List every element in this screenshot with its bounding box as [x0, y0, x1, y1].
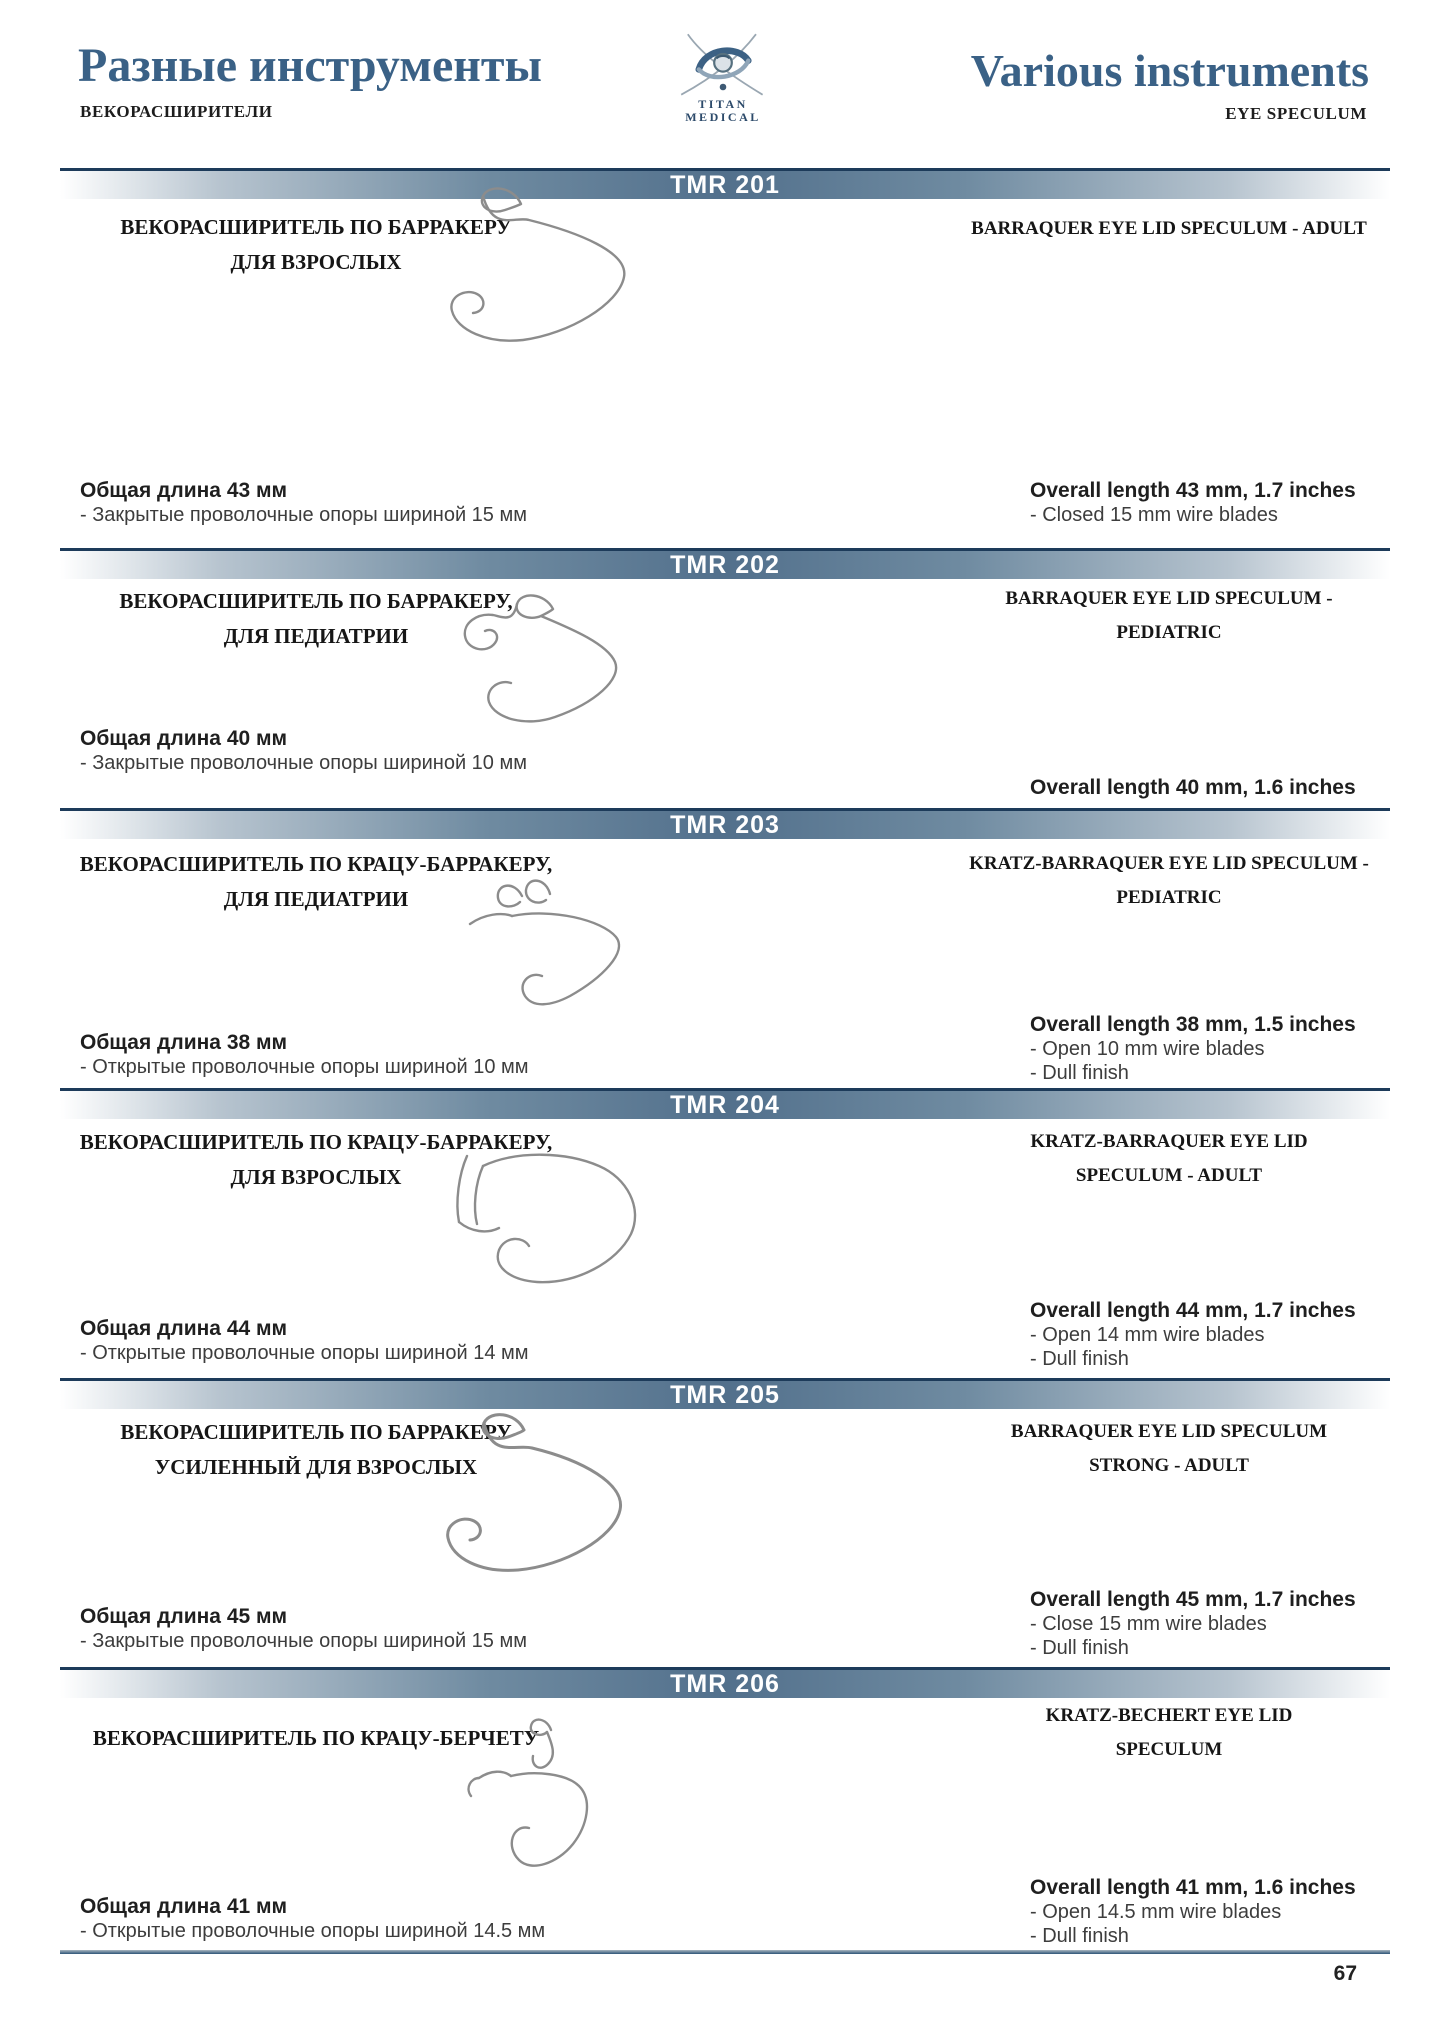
spec-line: Общая длина 45 мм — [80, 1605, 288, 1628]
spec-line: Общая длина 38 мм — [80, 1031, 288, 1054]
title-line: KRATZ-BARRAQUER EYE LID SPECULUM - — [969, 853, 1369, 874]
title-line: ДЛЯ ПЕДИАТРИИ — [223, 887, 409, 911]
title-line: ДЛЯ ВЗРОСЛЫХ — [230, 250, 402, 274]
page-subtitle-russian: ВЕКОРАСШИРИТЕЛИ — [80, 102, 273, 121]
model-number-label: TMR 204 — [670, 1091, 780, 1119]
title-line: ВЕКОРАСШИРИТЕЛЬ ПО БАРРАКЕРУ — [120, 1420, 512, 1444]
product-drawing-tmr-201 — [425, 180, 675, 380]
spec-line: - Dull finish — [1030, 1062, 1129, 1084]
title-line: BARRAQUER EYE LID SPECULUM — [1010, 1421, 1328, 1442]
brand-logo — [644, 32, 802, 124]
title-line: SPECULUM - ADULT — [1075, 1165, 1263, 1186]
page-subtitle-english: EYE SPECULUM — [1225, 104, 1367, 123]
spec-line: - Close 15 mm wire blades — [1030, 1613, 1267, 1635]
model-header-bar — [60, 1667, 1390, 1698]
model-number-label: TMR 206 — [670, 1670, 780, 1698]
spec-line: - Закрытые проволочные опоры шириной 15 мм — [80, 1630, 527, 1652]
model-header-bar — [60, 1088, 1390, 1119]
product-drawing-tmr-203 — [430, 866, 680, 1031]
product-specs-english — [1030, 776, 1356, 800]
title-line: ВЕКОРАСШИРИТЕЛЬ ПО БАРРАКЕРУ — [120, 215, 512, 239]
product-title-english — [948, 1699, 1390, 1767]
model-number-label: TMR 203 — [670, 811, 780, 839]
product-specs-russian — [80, 727, 527, 775]
title-line: STRONG - ADULT — [1089, 1455, 1249, 1476]
title-line: PEDIATRIC — [1116, 622, 1222, 643]
brand-name-line1: TITAN — [698, 97, 748, 111]
spec-line: Общая длина 43 мм — [80, 479, 288, 502]
brand-name-line2: MEDICAL — [685, 110, 761, 124]
spec-line: Overall length 38 mm, 1.5 inches — [1030, 1013, 1356, 1036]
product-specs-russian — [80, 1895, 545, 1943]
product-title-english — [948, 1415, 1390, 1483]
model-header-bar — [60, 168, 1390, 199]
title-line: ВЕКОРАСШИРИТЕЛЬ ПО БАРРАКЕРУ, — [119, 589, 513, 613]
spec-line: Общая длина 41 мм — [80, 1895, 288, 1918]
model-header-bar — [60, 808, 1390, 839]
title-line: BARRAQUER EYE LID SPECULUM - ADULT — [971, 218, 1367, 239]
title-line: ВЕКОРАСШИРИТЕЛЬ ПО КРАЦУ-БАРРАКЕРУ, — [79, 1130, 553, 1154]
title-line: ВЕКОРАСШИРИТЕЛЬ ПО КРАЦУ-БЕРЧЕТУ — [92, 1726, 540, 1750]
title-line: KRATZ-BECHERT EYE LID — [1045, 1705, 1293, 1726]
spec-line: - Закрытые проволочные опоры шириной 10 мм — [80, 752, 527, 774]
page-number: 67 — [1333, 1962, 1357, 1985]
spec-line: - Открытые проволочные опоры шириной 14 мм — [80, 1342, 529, 1364]
spec-line: - Open 14.5 mm wire blades — [1030, 1901, 1282, 1923]
model-number-label: TMR 201 — [670, 171, 780, 199]
title-line: ДЛЯ ВЗРОСЛЫХ — [230, 1165, 402, 1189]
spec-line: Overall length 40 mm, 1.6 inches — [1030, 776, 1356, 799]
spec-line: - Closed 15 mm wire blades — [1030, 504, 1278, 526]
title-line: KRATZ-BARRAQUER EYE LID — [1030, 1131, 1308, 1152]
spec-line: - Открытые проволочные опоры шириной 10 мм — [80, 1056, 529, 1078]
title-line: ДЛЯ ПЕДИАТРИИ — [223, 624, 409, 648]
title-line: BARRAQUER EYE LID SPECULUM - — [1005, 588, 1333, 609]
product-title-english — [948, 847, 1390, 915]
title-line: ВЕКОРАСШИРИТЕЛЬ ПО КРАЦУ-БАРРАКЕРУ, — [79, 852, 553, 876]
spec-line: - Открытые проволочные опоры шириной 14.5 мм — [80, 1920, 546, 1942]
title-line: PEDIATRIC — [1116, 887, 1222, 908]
model-header-bar — [60, 548, 1390, 579]
spec-line: - Open 10 mm wire blades — [1030, 1038, 1265, 1060]
product-specs-russian — [80, 479, 527, 527]
spec-line: - Dull finish — [1030, 1348, 1129, 1370]
product-specs-english — [1030, 1299, 1356, 1371]
product-specs-russian — [80, 1031, 529, 1079]
spec-line: - Dull finish — [1030, 1637, 1129, 1659]
footer-rule — [60, 1950, 1390, 1954]
spec-line: Overall length 41 mm, 1.6 inches — [1030, 1876, 1356, 1899]
model-number-label: TMR 202 — [670, 551, 780, 579]
product-title-english — [948, 1125, 1390, 1193]
product-drawing-tmr-206 — [435, 1712, 670, 1907]
spec-line: - Закрытые проволочные опоры шириной 15 мм — [80, 504, 527, 526]
spec-line: Overall length 45 mm, 1.7 inches — [1030, 1588, 1356, 1611]
model-header-bar — [60, 1378, 1390, 1409]
product-drawing-tmr-204 — [415, 1122, 685, 1332]
product-specs-english — [1030, 1588, 1356, 1660]
spec-line: - Open 14 mm wire blades — [1030, 1324, 1265, 1346]
product-specs-english — [1030, 1013, 1356, 1085]
page-title-english: Various instruments — [970, 45, 1369, 96]
product-specs-russian — [80, 1317, 529, 1365]
spec-line: Overall length 44 mm, 1.7 inches — [1030, 1299, 1356, 1322]
product-title-english — [948, 212, 1390, 246]
product-specs-russian — [80, 1605, 527, 1653]
spec-line: Общая длина 40 мм — [80, 727, 288, 750]
product-title-english — [948, 582, 1390, 650]
spec-line: Overall length 43 mm, 1.7 inches — [1030, 479, 1356, 502]
spec-line: - Dull finish — [1030, 1925, 1129, 1947]
product-specs-english — [1030, 1876, 1356, 1948]
title-line: УСИЛЕННЫЙ ДЛЯ ВЗРОСЛЫХ — [154, 1455, 478, 1479]
title-line: SPECULUM — [1115, 1739, 1223, 1760]
product-specs-english — [1030, 479, 1356, 527]
spec-line: Общая длина 44 мм — [80, 1317, 288, 1340]
page-title-russian: Разные инструменты — [78, 39, 542, 92]
titan-medical-eye-logo-icon — [644, 32, 802, 98]
model-number-label: TMR 205 — [670, 1381, 780, 1409]
product-drawing-tmr-205 — [420, 1408, 675, 1618]
